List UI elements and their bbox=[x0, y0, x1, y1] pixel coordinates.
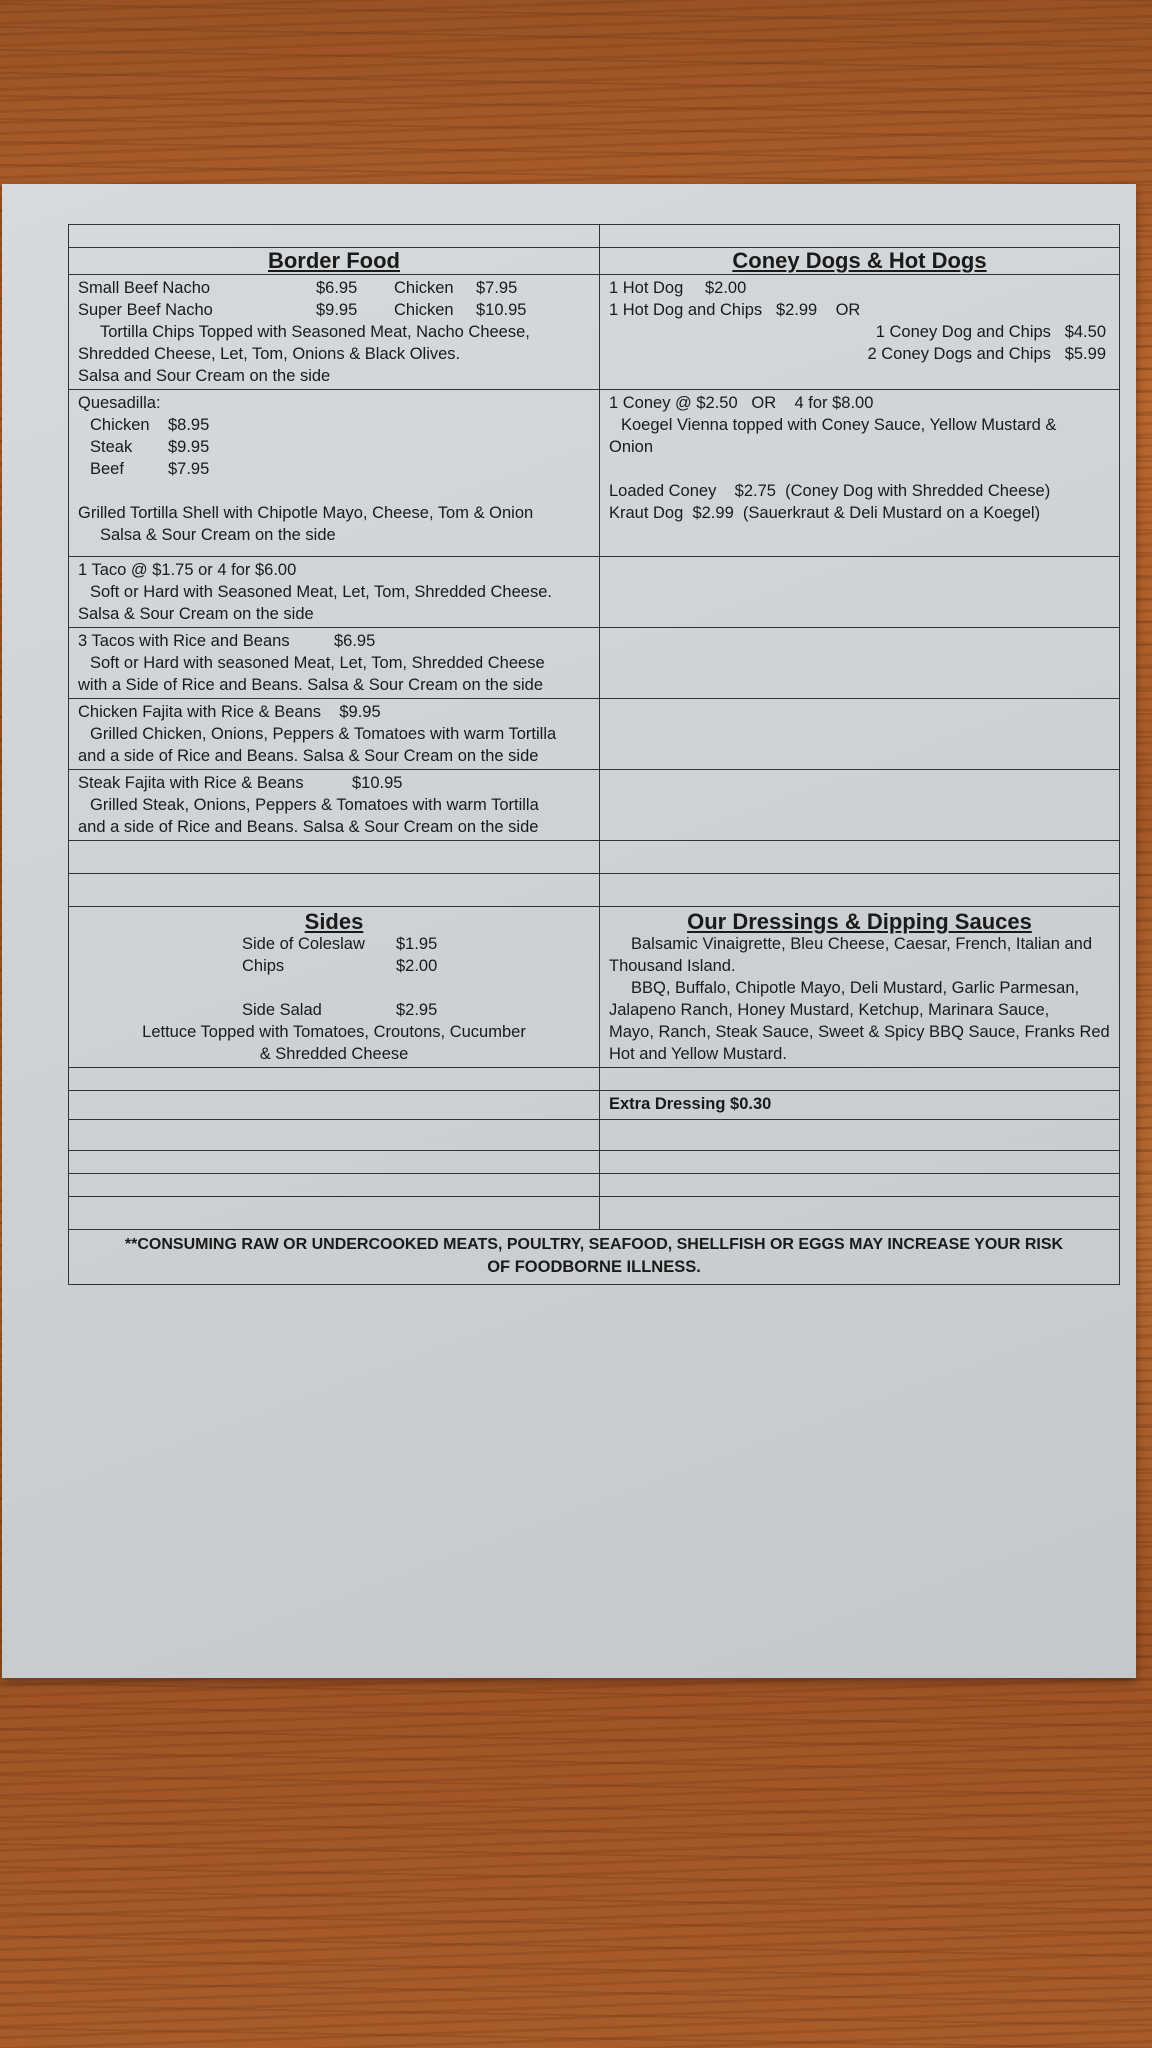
warning-row bbox=[69, 1230, 1119, 1284]
coney-chips-item: 1 Coney Dog and Chips $4.50 bbox=[875, 323, 1106, 341]
border-food-heading: Border Food bbox=[69, 248, 600, 274]
sides-heading: Sides bbox=[304, 909, 364, 934]
sauce-list: Jalapeno Ranch, Honey Mustard, Ketchup, Marinara Sauce, bbox=[608, 1001, 1050, 1019]
quesadilla-title: Quesadilla: bbox=[78, 394, 161, 412]
quesadilla-item: Chicken $8.95 bbox=[90, 416, 210, 434]
quesadilla-description: Grilled Tortilla Shell with Chipotle Mayo, Cheese, Tom & Onion bbox=[78, 504, 534, 522]
extra-dressing-price: Extra Dressing $0.30 bbox=[608, 1095, 772, 1113]
dressings-block bbox=[600, 907, 1119, 1067]
side-salad-description: Lettuce Topped with Tomatoes, Croutons, Cucumber bbox=[142, 1023, 526, 1041]
empty-row bbox=[69, 225, 1119, 248]
quesadilla-block bbox=[69, 390, 600, 556]
chicken-fajita-title: Chicken Fajita with Rice & Beans $9.95 bbox=[78, 703, 381, 721]
loaded-coney-item: Loaded Coney $2.75 (Coney Dog with Shredded Cheese) bbox=[608, 482, 1051, 500]
quesadilla-description: Salsa & Sour Cream on the side bbox=[100, 526, 336, 544]
chicken-fajita-row bbox=[69, 699, 1119, 770]
taco-description: Salsa & Sour Cream on the side bbox=[78, 605, 314, 623]
empty-row bbox=[69, 1197, 1119, 1230]
dressing-list: Balsamic Vinaigrette, Bleu Cheese, Caesar, French, Italian and bbox=[630, 935, 1093, 953]
nacho-hotdog-row bbox=[69, 275, 1119, 390]
quesadilla-item: Steak $9.95 bbox=[90, 438, 210, 456]
coney-heading: Coney Dogs & Hot Dogs bbox=[732, 248, 987, 273]
sauce-list: Mayo, Ranch, Steak Sauce, Sweet & Spicy BBQ Sauce, Franks Red bbox=[608, 1023, 1110, 1041]
quesadilla-item: Beef $7.95 bbox=[90, 460, 210, 478]
menu-table bbox=[68, 224, 1120, 1285]
empty-row bbox=[69, 841, 1119, 874]
dressing-list: Thousand Island. bbox=[608, 957, 736, 975]
hot-dog-item: 1 Hot Dog $2.00 bbox=[608, 279, 747, 297]
steak-fajita-block bbox=[69, 770, 600, 840]
sauce-list: BBQ, Buffalo, Chipotle Mayo, Deli Mustard, Garlic Parmesan, bbox=[630, 979, 1080, 997]
food-safety-warning: **CONSUMING RAW OR UNDERCOOKED MEATS, POULTRY, SEAFOOD, SHELLFISH OR EGGS MAY INCREASE YOUR RISK OF FOODBORNE ILLNESS. bbox=[124, 1236, 1064, 1276]
taco-description: Soft or Hard with Seasoned Meat, Let, Tom, Shredded Cheese. bbox=[90, 583, 552, 601]
dressings-heading: Our Dressings & Dipping Sauces bbox=[687, 909, 1032, 934]
sauce-list: Hot and Yellow Mustard. bbox=[608, 1045, 787, 1063]
coney-item: 1 Coney @ $2.50 OR 4 for $8.00 bbox=[608, 394, 874, 412]
coney-description: Onion bbox=[608, 438, 654, 456]
coney2-chips-item: 2 Coney Dogs and Chips $5.99 bbox=[867, 345, 1106, 363]
coney-description: Koegel Vienna topped with Coney Sauce, Yellow Mustard & bbox=[620, 416, 1057, 434]
taco-block bbox=[69, 557, 600, 627]
taco-row bbox=[69, 557, 1119, 628]
tacos3-description: Soft or Hard with seasoned Meat, Let, Tom, Shredded Cheese bbox=[90, 654, 545, 672]
tacos3-description: with a Side of Rice and Beans. Salsa & Sour Cream on the side bbox=[78, 676, 544, 694]
extra-dressing-row bbox=[69, 1091, 1119, 1120]
tacos3-row bbox=[69, 628, 1119, 699]
quesadilla-coney-row bbox=[69, 390, 1119, 557]
steak-fajita-description: and a side of Rice and Beans. Salsa & Sour Cream on the side bbox=[78, 818, 539, 836]
nacho-block bbox=[69, 275, 600, 389]
section-headings-row bbox=[69, 248, 1119, 275]
nacho-description: Shredded Cheese, Let, Tom, Onions & Black Olives. bbox=[78, 345, 461, 363]
tacos3-block bbox=[69, 628, 600, 698]
steak-fajita-title: Steak Fajita with Rice & Beans $10.95 bbox=[78, 774, 403, 792]
side-item: Chips $2.00 bbox=[242, 957, 438, 975]
empty-row bbox=[69, 1174, 1119, 1197]
taco-title: 1 Taco @ $1.75 or 4 for $6.00 bbox=[78, 561, 297, 579]
side-item: Side of Coleslaw $1.95 bbox=[242, 935, 438, 953]
kraut-dog-item: Kraut Dog $2.99 (Sauerkraut & Deli Mustard on a Koegel) bbox=[608, 504, 1041, 522]
empty-row bbox=[69, 1151, 1119, 1174]
sides-block bbox=[69, 907, 600, 1067]
nacho-item: Super Beef Nacho $9.95 Chicken $10.95 bbox=[78, 301, 527, 319]
nacho-item: Small Beef Nacho $6.95 Chicken $7.95 bbox=[78, 279, 518, 297]
steak-fajita-row bbox=[69, 770, 1119, 841]
coney-block bbox=[600, 390, 1119, 556]
tacos3-title: 3 Tacos with Rice and Beans $6.95 bbox=[78, 632, 376, 650]
nacho-description: Salsa and Sour Cream on the side bbox=[78, 367, 331, 385]
nacho-description: Tortilla Chips Topped with Seasoned Meat, Nacho Cheese, bbox=[100, 323, 530, 341]
empty-row bbox=[69, 874, 1119, 907]
sides-dressings-row bbox=[69, 907, 1119, 1068]
side-item: Side Salad $2.95 bbox=[242, 1001, 438, 1019]
empty-row bbox=[69, 1120, 1119, 1151]
hotdog-block bbox=[600, 275, 1119, 389]
side-salad-description: & Shredded Cheese bbox=[259, 1045, 409, 1063]
empty-row bbox=[69, 1068, 1119, 1091]
hot-dog-chips-item: 1 Hot Dog and Chips $2.99 OR bbox=[608, 301, 861, 319]
chicken-fajita-block bbox=[69, 699, 600, 769]
chicken-fajita-description: and a side of Rice and Beans. Salsa & Sour Cream on the side bbox=[78, 747, 539, 765]
chicken-fajita-description: Grilled Chicken, Onions, Peppers & Tomatoes with warm Tortilla bbox=[90, 725, 557, 743]
steak-fajita-description: Grilled Steak, Onions, Peppers & Tomatoes with warm Tortilla bbox=[90, 796, 539, 814]
